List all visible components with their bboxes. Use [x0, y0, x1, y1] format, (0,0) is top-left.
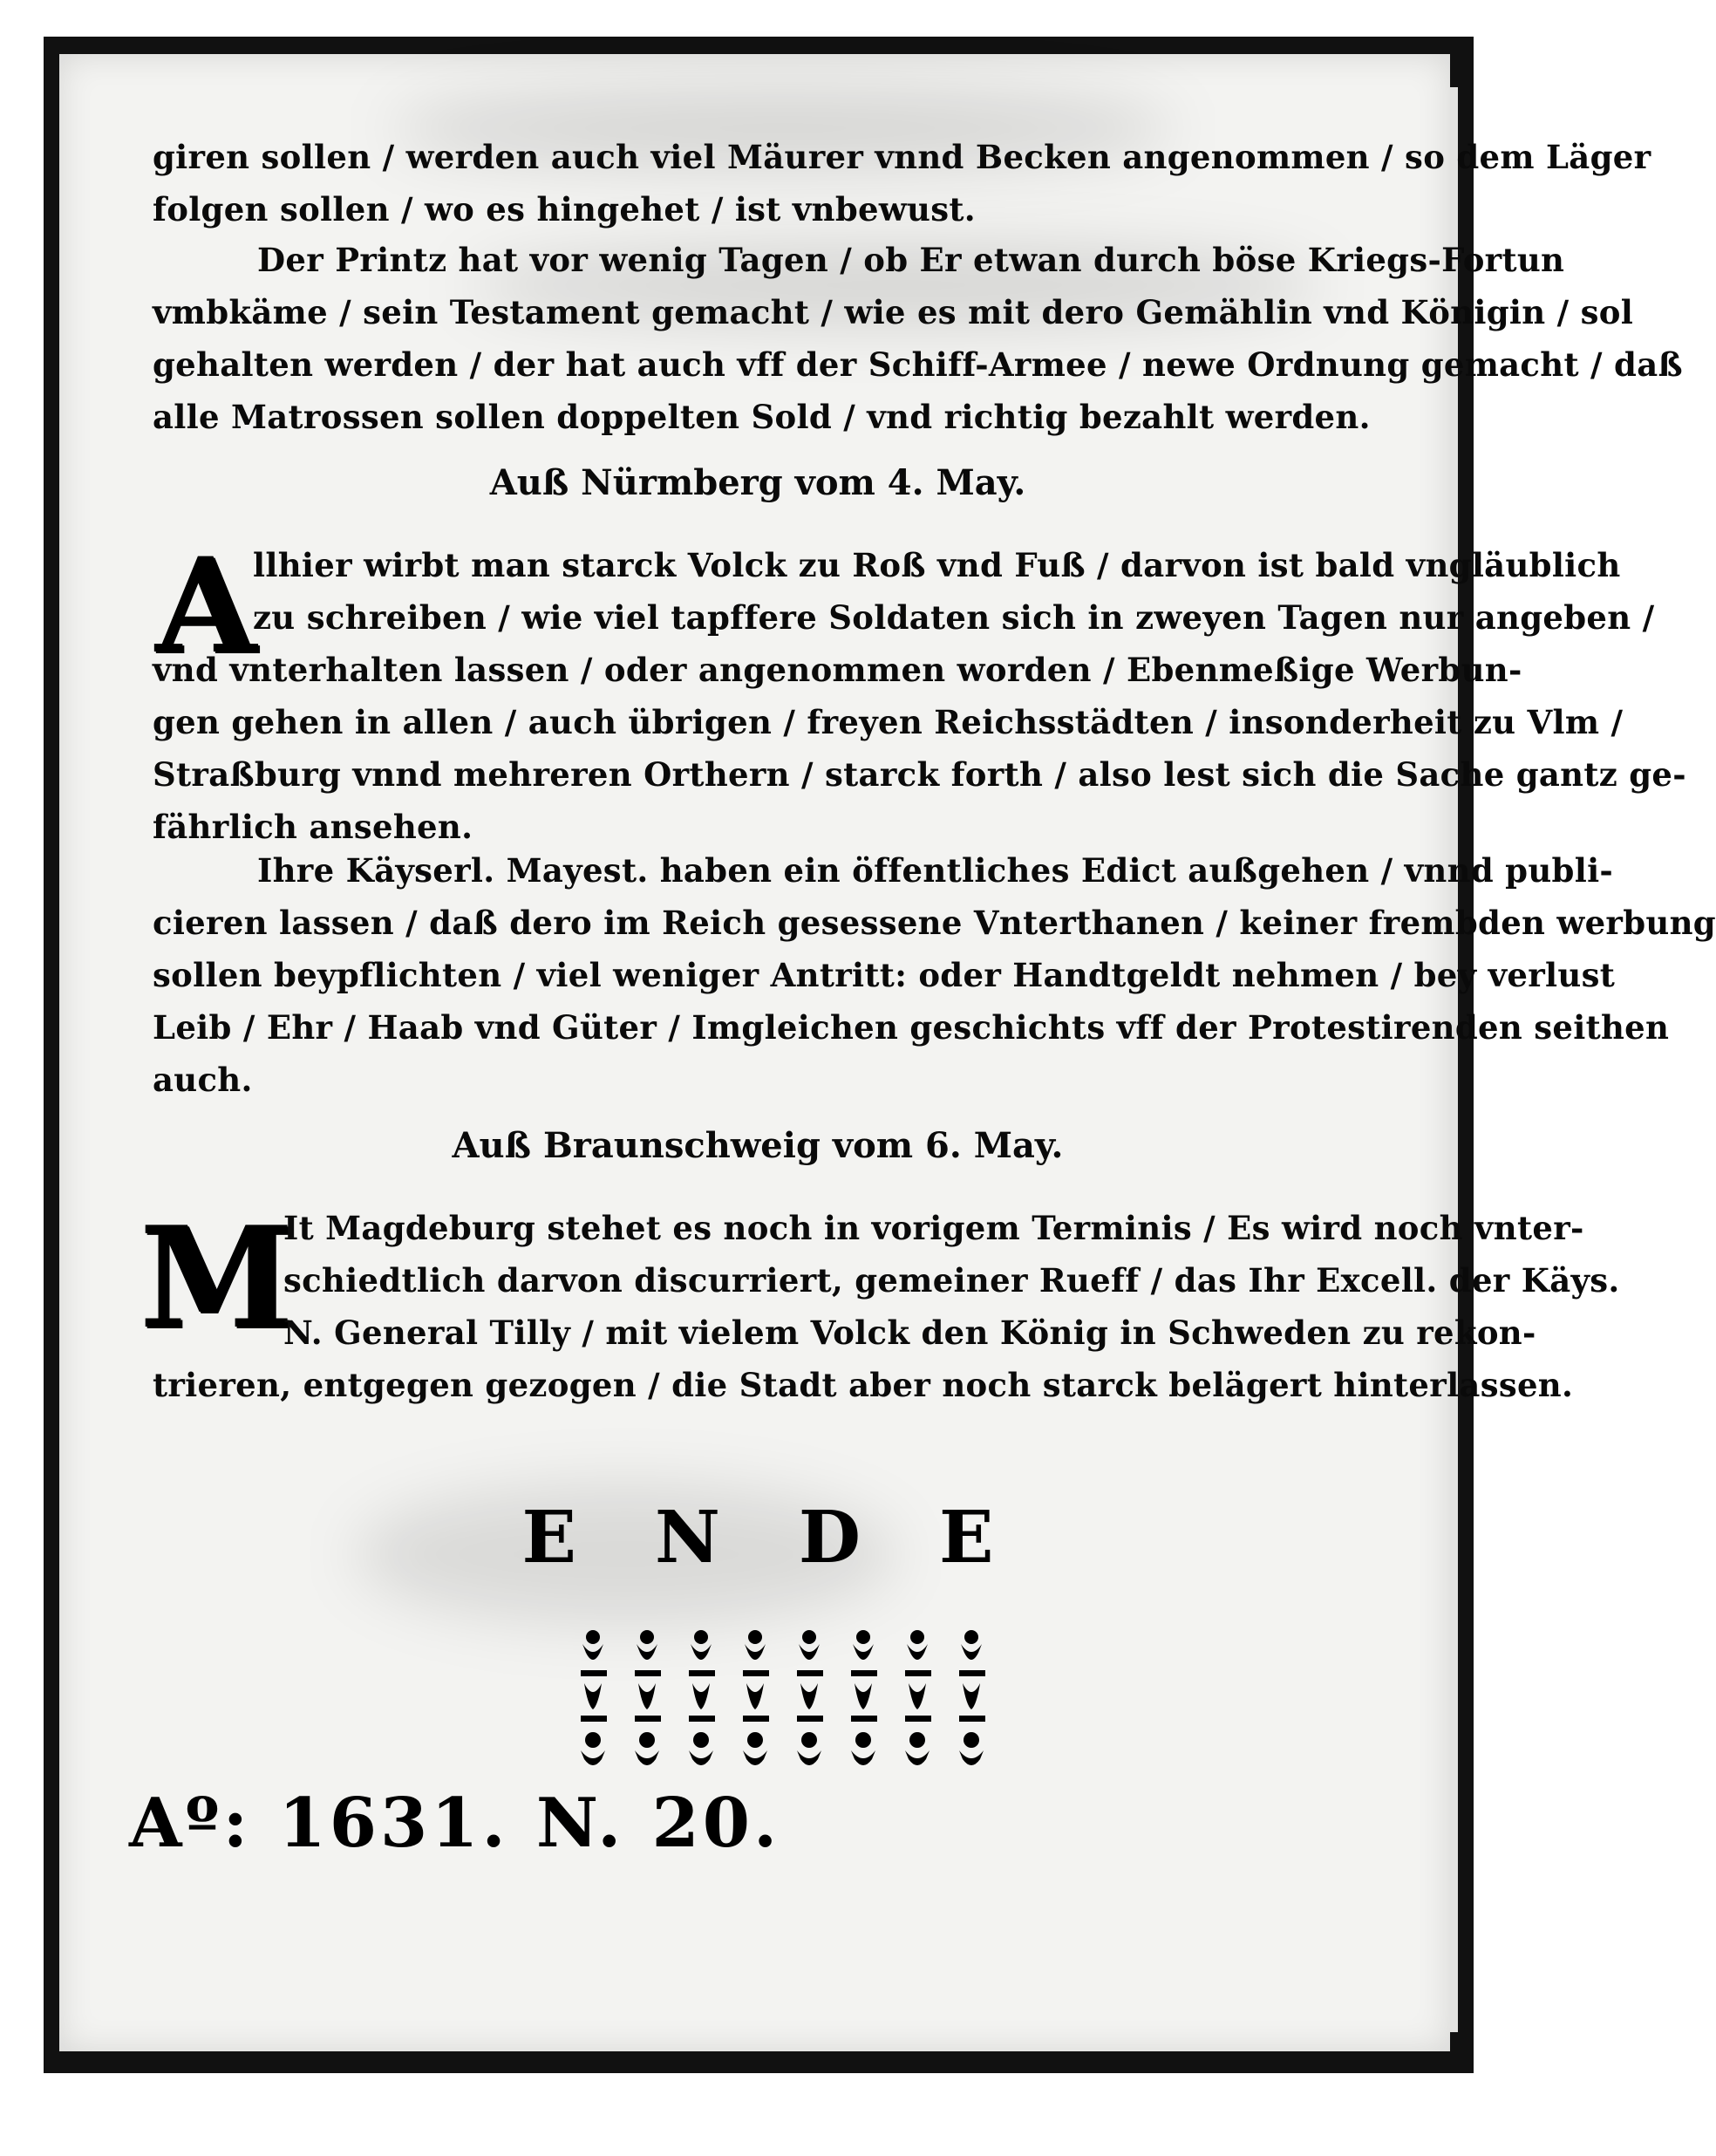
nuernberg-paragraph	[153, 529, 1686, 853]
heading-nuernberg: Auß Nürmberg vom 4. May.	[489, 462, 1026, 503]
text-line: vnd vnterhalten lassen / oder angenommen worden / Ebenmeßige Werbun-	[153, 651, 1522, 689]
fleuron-ornament-icon	[575, 1618, 1011, 1775]
text-line: giren sollen / werden auch viel Mäurer vnnd Becken angenommen / so dem Läger	[153, 138, 1651, 176]
braunschweig-paragraph	[153, 1202, 1620, 1411]
text-line: gehalten werden / der hat auch vff der Schiff-Armee / newe Ordnung gemacht / daß	[153, 345, 1683, 384]
text-line: schiedtlich darvon discurriert, gemeiner Rueff / das Ihr Excell. der Käys.	[283, 1261, 1620, 1300]
text-line: alle Matrossen sollen doppelten Sold / vnd richtig bezahlt werden.	[153, 398, 1371, 436]
text-line: N. General Tilly / mit vielem Volck den König in Schweden zu rekon-	[283, 1313, 1536, 1352]
top-continuation	[153, 131, 1651, 235]
text-line: Der Printz hat vor wenig Tagen / ob Er etwan durch böse Kriegs-Fortun	[257, 241, 1565, 279]
text-line: Straßburg vnnd mehreren Orthern / starck forth / also lest sich die Sache gantz ge-	[153, 755, 1686, 794]
text-line: fährlich ansehen.	[153, 808, 473, 846]
text-line: sollen beypflichten / viel weniger Antritt: oder Handtgeldt nehmen / bey verlust	[153, 956, 1616, 994]
text-line: auch.	[153, 1061, 253, 1099]
text-line: zu schreiben / wie viel tapffere Soldaten sich in zweyen Tagen nur angeben /	[253, 598, 1655, 637]
kayser-paragraph	[153, 844, 1716, 1106]
text-line: folgen sollen / wo es hingehet / ist vnbewust.	[153, 190, 976, 229]
text-line: gen gehen in allen / auch übrigen / freyen Reichsstädten / insonderheit zu Vlm /	[153, 703, 1624, 741]
text-line: llhier wirbt man starck Volck zu Roß vnd Fuß / darvon ist bald vngläublich	[253, 546, 1621, 584]
finis-ende: ENDE	[521, 1496, 1072, 1579]
text-line: vmbkäme / sein Testament gemacht / wie es mit dero Gemählin vnd Königin / sol	[153, 293, 1634, 331]
text-line: It Magdeburg stehet es noch in vorigem Terminis / Es wird noch vnter-	[283, 1209, 1584, 1247]
archive-mark: Aº: 1631. N. 20.	[129, 1784, 781, 1863]
dropcap-m: M	[140, 1196, 295, 1360]
heading-braunschweig: Auß Braunschweig vom 6. May.	[452, 1125, 1064, 1166]
prince-paragraph	[153, 234, 1683, 443]
text-line: cieren lassen / daß dero im Reich gesessene Vnterthanen / keiner frembden werbung	[153, 904, 1716, 942]
text-line: Ihre Käyserl. Mayest. haben ein öffentliches Edict außgehen / vnnd publi-	[257, 851, 1614, 890]
text-line: Leib / Ehr / Haab vnd Güter / Imgleichen geschichts vff der Protestirenden seithen	[153, 1008, 1670, 1047]
dropcap-a: A	[155, 529, 257, 683]
text-line: trieren, entgegen gezogen / die Stadt aber noch starck belägert hinterlassen.	[153, 1366, 1574, 1404]
